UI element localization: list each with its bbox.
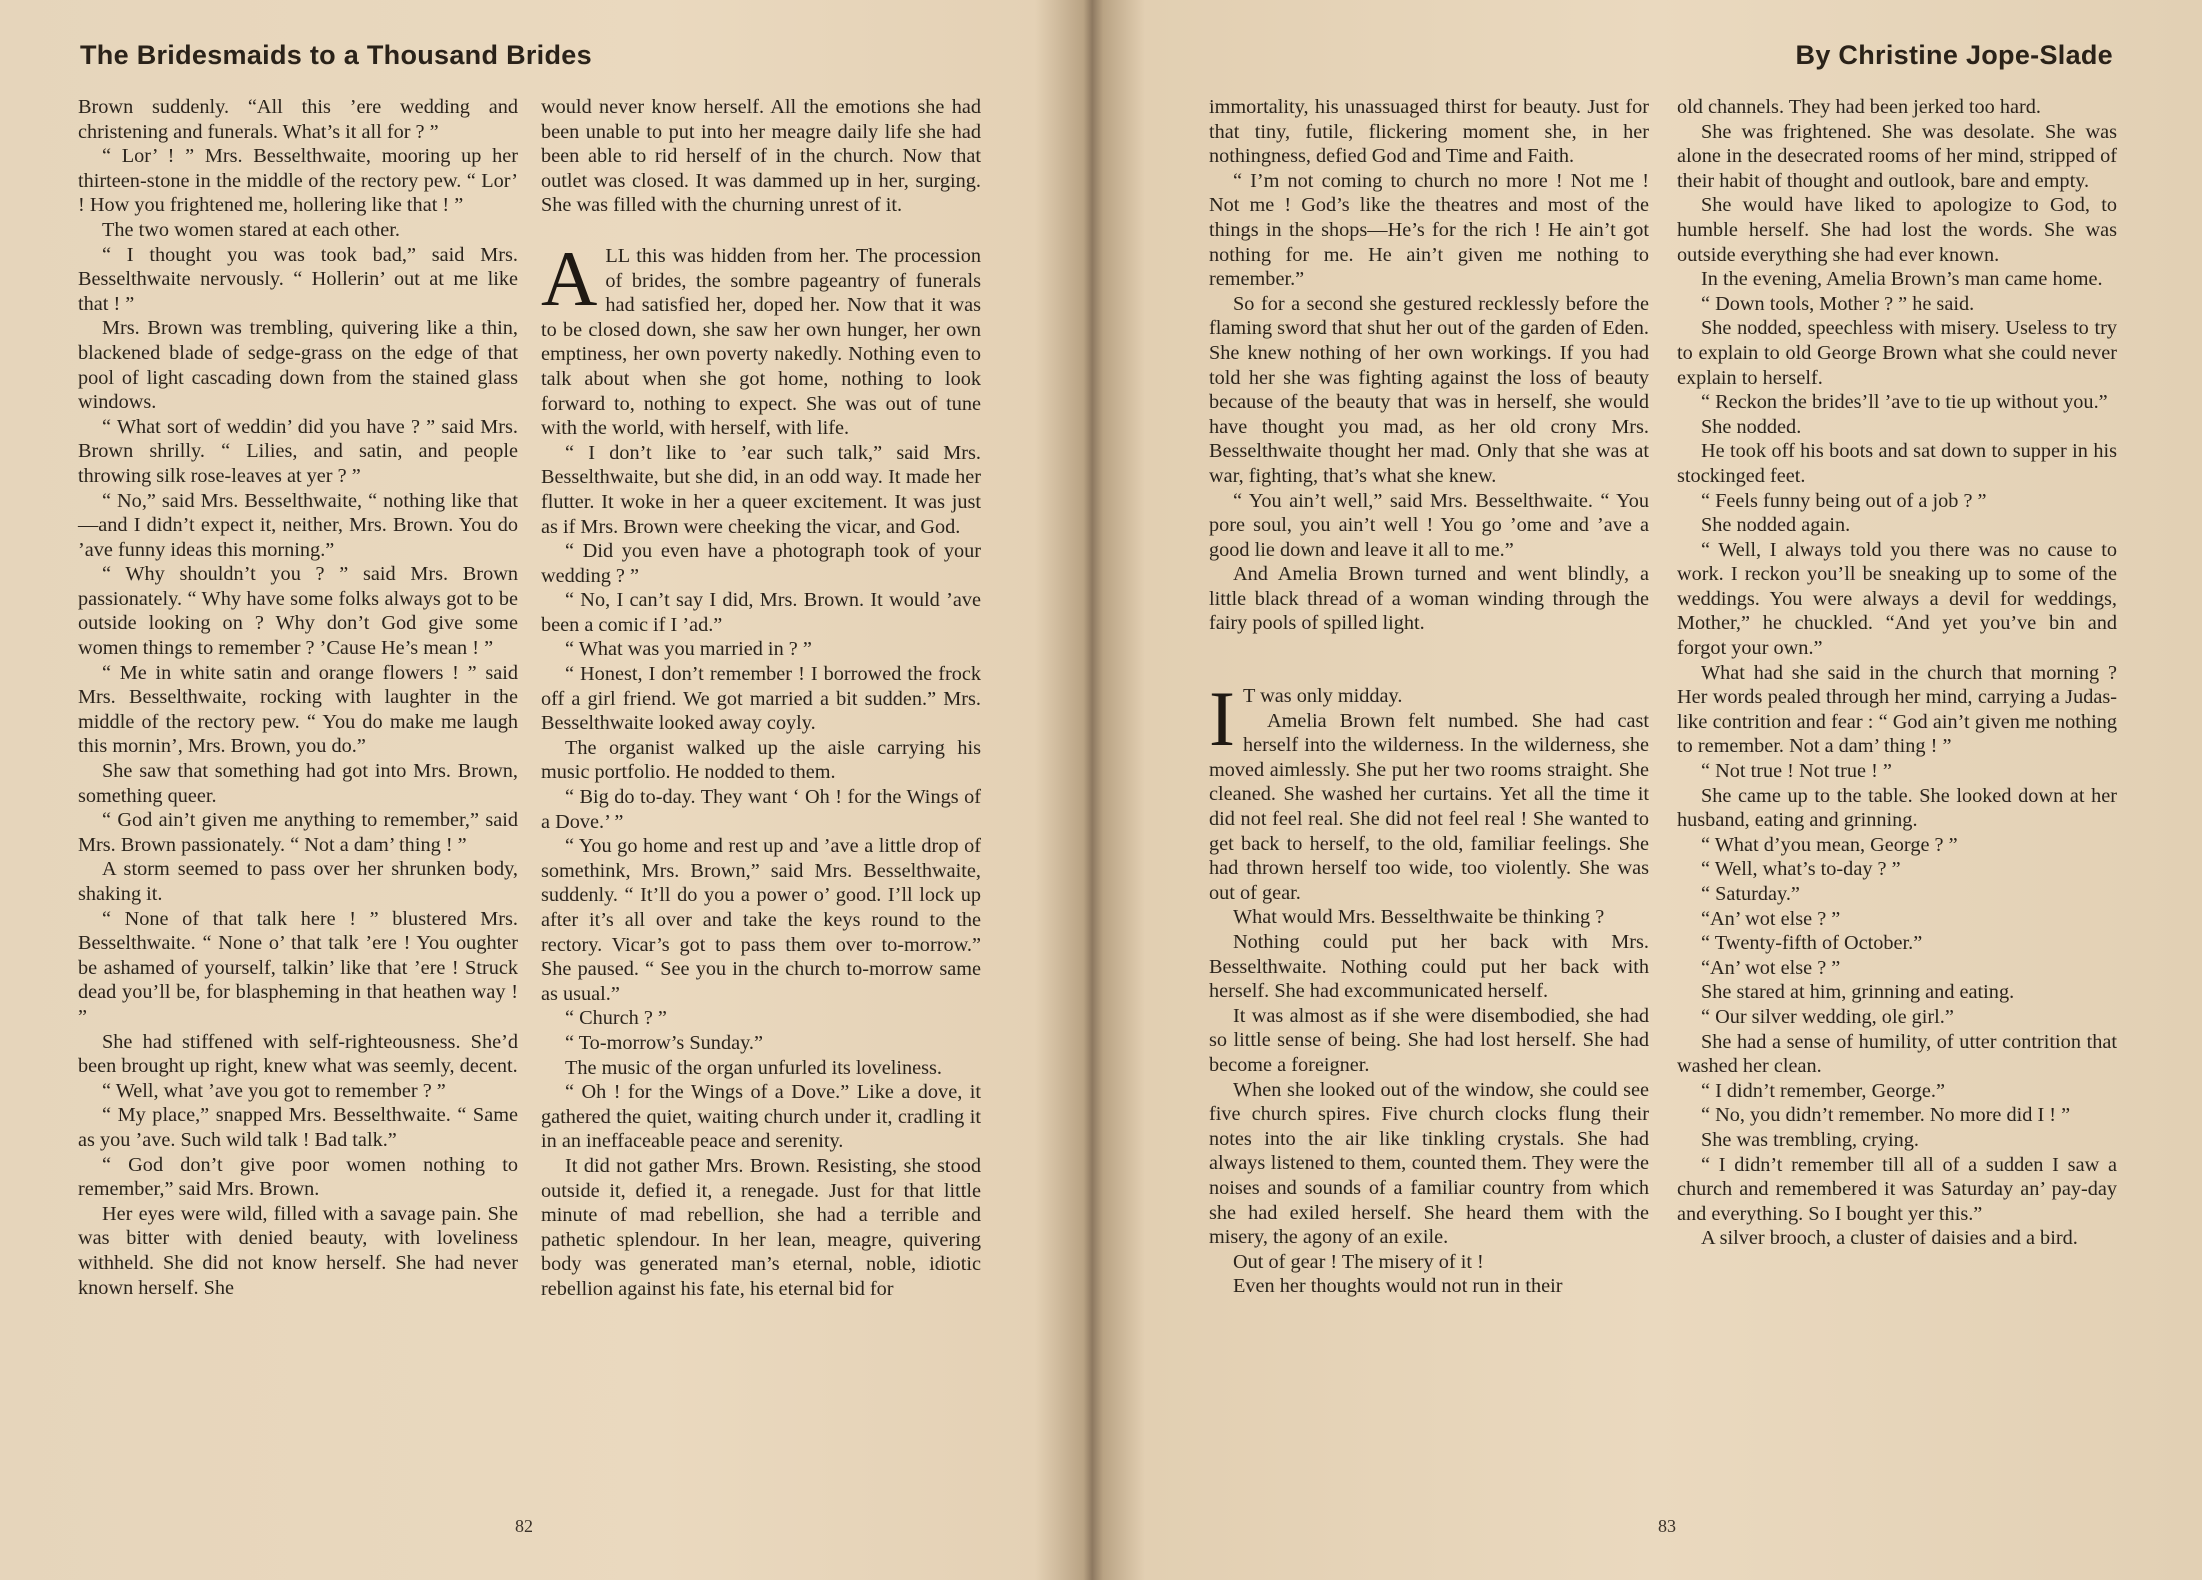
- paragraph: The organist walked up the aisle carrying his music portfolio. He nodded to them.: [541, 736, 981, 784]
- paragraph: “ No, you didn’t remember. No more did I ! ”: [1701, 1104, 2071, 1127]
- paragraph: It was almost as if she were disembodied, she had so little sense of being. She had lost herself. She had become a foreigner.: [1209, 1004, 1649, 1076]
- paragraph: “ Saturday.”: [1701, 883, 1800, 905]
- paragraph: What would Mrs. Besselthwaite be thinking ?: [1233, 906, 1605, 929]
- paragraph: “ Me in white satin and orange flowers ! ” said Mrs. Besselthwaite, rocking with laughter in the middle of the rectory pew. “ You do make me laugh this mornin’, Mrs. Brown, you do.”: [78, 661, 518, 758]
- paragraph: She stared at him, grinning and eating.: [1701, 981, 2015, 1004]
- paragraph: Out of gear ! The misery of it !: [1233, 1250, 1484, 1273]
- paragraph: She was trembling, crying.: [1701, 1128, 1919, 1151]
- paragraph: She nodded.: [1701, 415, 1802, 438]
- paragraph: He took off his boots and sat down to supper in his stockinged feet.: [1677, 440, 2117, 487]
- paragraph: “ Reckon the brides’ll ’ave to tie up without you.”: [1701, 391, 2108, 414]
- paragraph: What had she said in the church that morning ? Her words pealed through her mind, carrying a Judas-like contrition and fear : “ God ain’t given me nothing to remember. Not a dam’ thing ! ”: [1677, 661, 2117, 758]
- paragraph: “ What sort of weddin’ did you have ? ” said Mrs. Brown shrilly. “ Lilies, and satin, and people throwing silk rose-leaves at yer ? ”: [78, 415, 518, 487]
- paragraph: Brown suddenly. “All this ’ere wedding and christening and funerals. What’s it all for ? ”: [78, 96, 518, 143]
- paragraph: “ Big do to-day. They want ‘ Oh ! for the Wings of a Dove.’ ”: [541, 786, 981, 833]
- paragraph: She would have liked to apologize to God, to humble herself. She had lost the words. She was outside everything she had ever known.: [1677, 194, 2117, 266]
- paragraph: And Amelia Brown turned and went blindly, a little black thread of a woman winding through the fairy pools of spilled light.: [1209, 563, 1649, 635]
- paragraph: “ Well, I always told you there was no cause to work. I reckon you’ll be sneaking up to some of the weddings. You were always a devil for weddings, Mother,” he chuckled. “And yet you’ve bin and forgot your own.”: [1677, 538, 2117, 660]
- paragraph: “ You go home and rest up and ’ave a little drop of somethink, Mrs. Brown,” said Mrs. Besselthwaite, suddenly. “ It’ll do you a power o’ good. I’ll lock up after it’s all over and take the keys round to the rectory. Vicar’s got to pass them over to-morrow.” She paused. “ See you in the church to-morrow same as usual.”: [541, 835, 981, 1005]
- paragraph: old channels. They had been jerked too hard.: [1677, 96, 2042, 118]
- paragraph: “ To-morrow’s Sunday.”: [565, 1031, 763, 1054]
- paragraph: “ I didn’t remember, George.”: [1701, 1079, 1945, 1102]
- left-column-2: [541, 95, 981, 1302]
- paragraph: Mrs. Brown was trembling, quivering like a thin, blackened blade of sedge-grass on the edge of that pool of light cascading down from the stained glass windows.: [78, 317, 518, 414]
- paragraph: “ God ain’t given me anything to remember,” said Mrs. Brown passionately. “ Not a dam’ thing ! ”: [78, 809, 518, 856]
- paragraph: “ Oh ! for the Wings of a Dove.” Like a dove, it gathered the quiet, waiting church under it, cradling it in an ineffaceable peace and serenity.: [541, 1081, 981, 1153]
- page-number: 83: [1658, 1516, 1676, 1536]
- running-head-author: By Christine Jope-Slade: [1795, 40, 2113, 70]
- paragraph: “ No, I can’t say I did, Mrs. Brown. It would ’ave been a comic if I ’ad.”: [541, 589, 981, 636]
- paragraph: “ You ain’t well,” said Mrs. Besselthwaite. “ You pore soul, you ain’t well ! You go ’ome and ’ave a good lie down and leave it all to me.”: [1209, 489, 1649, 561]
- paragraph: A storm seemed to pass over her shrunken body, shaking it.: [78, 858, 518, 905]
- paragraph: “ Feels funny being out of a job ? ”: [1701, 489, 1987, 512]
- drop-cap: A: [541, 234, 598, 322]
- paragraph: “ Not true ! Not true ! ”: [1701, 760, 1892, 783]
- paragraph: It did not gather Mrs. Brown. Resisting, she stood outside it, defied it, a renegade. Just for that little minute of mad rebellion, she had a terrible and pathetic splendour. In her lean, meagre, quivering body was generated man’s eternal, noble, idiotic rebellion against his fate, his eternal bid for: [541, 1154, 981, 1300]
- drop-cap: I: [1209, 675, 1235, 763]
- paragraph: “ My place,” snapped Mrs. Besselthwaite. “ Same as you ’ave. Such wild talk ! Bad talk.”: [78, 1104, 518, 1151]
- paragraph: So for a second she gestured recklessly before the flaming sword that shut her out of the garden of Eden. She knew nothing of her own workings. If you had told her she was fighting against the loss of beauty because of the beauty that was in herself, she would have thought you mad, as her old crony Mrs. Besselthwaite thought her mad. Only that she was at war, fighting, that’s what she knew.: [1209, 292, 1649, 487]
- paragraph: immortality, his unassuaged thirst for beauty. Just for that tiny, futile, flickering moment she, in her nothingness, defied God and Time and Faith.: [1209, 96, 1649, 168]
- paragraph: Amelia Brown felt numbed. She had cast herself into the wilderness. In the wilderness, she moved aimlessly. She put her two rooms straight. She cleaned. She washed her curtains. Yet all the time it did not feel real. She did not feel real ! She wanted to get back to herself, to the old, familiar feelings. She had thrown herself too wide, too violently. She was out of gear.: [1209, 709, 1649, 904]
- paragraph: “ What was you married in ? ”: [565, 638, 812, 661]
- paragraph: The two women stared at each other.: [102, 218, 400, 241]
- paragraph: Nothing could put her back with Mrs. Besselthwaite. Nothing could put her back with herself. She had excommunicated herself.: [1209, 931, 1649, 1003]
- paragraph: She nodded again.: [1701, 514, 1851, 537]
- paragraph: She had stiffened with self-righteousness. She’d been brought up right, knew what was seemly, decent.: [78, 1030, 518, 1078]
- paragraph: A silver brooch, a cluster of daisies and a bird.: [1701, 1227, 2078, 1250]
- paragraph: “An’ wot else ? ”: [1701, 956, 1841, 979]
- paragraph: “ I don’t like to ’ear such talk,” said Mrs. Besselthwaite, but she did, in an odd way. It made her flutter. It woke in her a queer excitement. It was just as if Mrs. Brown were cheeking the vicar, and God.: [541, 441, 981, 538]
- section-break: [541, 218, 981, 244]
- page-number: 82: [515, 1516, 533, 1536]
- paragraph-text: LL this was hidden from her. The procession of brides, the sombre pageantry of funerals had satisfied her, doped her. Now that it was to be closed down, she saw her own hunger, her own emptiness, her own poverty nakedly. Nothing even to talk about when she got home, nothing to look forward to, nothing to expect. She was out of tune with the world, with herself, with life.: [541, 244, 981, 440]
- right-page: [1117, 0, 2202, 1580]
- paragraph: “ Why shouldn’t you ? ” said Mrs. Brown passionately. “ Why have some folks always got to be outside looking on ? Why don’t God give some women things to remember ? ’Cause He’s mean ! ”: [78, 563, 518, 660]
- paragraph: When she looked out of the window, she could see five church spires. Five church clocks flung their notes into the air like tinkling crystals. She had always listened to them, counted them. They were the noises and sounds of a familiar country from which she had exiled herself. She heard them with the misery, the agony of an exile.: [1209, 1078, 1649, 1249]
- paragraph: She came up to the table. She looked down at her husband, eating and grinning.: [1677, 784, 2117, 832]
- paragraph: The music of the organ unfurled its loveliness.: [565, 1056, 943, 1079]
- paragraph: In the evening, Amelia Brown’s man came home.: [1701, 268, 2103, 291]
- paragraph: Her eyes were wild, filled with a savage pain. She was bitter with denied beauty, with loveliness withheld. She did not know herself. She had never known herself. She: [78, 1202, 518, 1299]
- paragraph: “ I didn’t remember till all of a sudden I saw a church and remembered it was Saturday an’ pay-day and everything. So I bought yer this.”: [1677, 1153, 2117, 1225]
- section-opening-paragraph: [541, 234, 981, 441]
- paragraph: “ Church ? ”: [565, 1007, 667, 1030]
- paragraph: “ Well, what ’ave you got to remember ? ”: [102, 1079, 446, 1102]
- paragraph: “ Well, what’s to-day ? ”: [1701, 858, 1901, 881]
- section-opening-paragraph: [1209, 675, 1649, 763]
- left-column-1: [78, 95, 518, 1300]
- right-column-2: [1677, 95, 2117, 1251]
- paragraph: She saw that something had got into Mrs. Brown, something queer.: [78, 760, 518, 807]
- left-page: [0, 0, 1085, 1580]
- paragraph: Even her thoughts would not run in their: [1233, 1275, 1563, 1298]
- paragraph: “ Our silver wedding, ole girl.”: [1701, 1005, 1954, 1028]
- paragraph: “ What d’you mean, George ? ”: [1701, 833, 1958, 856]
- paragraph: “ I thought you was took bad,” said Mrs. Besselthwaite nervously. “ Hollerin’ out at me like that ! ”: [78, 243, 518, 315]
- right-column-1: [1209, 95, 1649, 1299]
- paragraph: “ None of that talk here ! ” blustered Mrs. Besselthwaite. “ None o’ that talk ’ere ! You oughter be ashamed of yourself, talkin’ like that ’ere ! Struck dead you’ll be, for blaspheming in that heathen way ! ”: [78, 907, 518, 1028]
- running-head-title: The Bridesmaids to a Thousand Brides: [80, 40, 592, 70]
- paragraph: “ Did you even have a photograph took of your wedding ? ”: [541, 540, 981, 587]
- paragraph: She had a sense of humility, of utter contrition that washed her clean.: [1677, 1030, 2117, 1078]
- paragraph: “ Honest, I don’t remember ! I borrowed the frock off a girl friend. We got married a bit sudden.” Mrs. Besselthwaite looked away coyly.: [541, 663, 981, 735]
- paragraph-text: T was only midday.: [1242, 685, 1403, 708]
- paragraph: “An’ wot else ? ”: [1701, 907, 1841, 930]
- section-break: [1209, 636, 1649, 684]
- paragraph: “ God don’t give poor women nothing to remember,” said Mrs. Brown.: [78, 1153, 518, 1201]
- paragraph: “ Twenty-fifth of October.”: [1701, 932, 1923, 955]
- paragraph: would never know herself. All the emotions she had been unable to put into her meagre daily life she had been able to rid herself of in the church. Now that outlet was closed. It was dammed up in her, surging. She was filled with the churning unrest of it.: [541, 96, 981, 217]
- paragraph: “ I’m not coming to church no more ! Not me ! Not me ! God’s like the theatres and most of the things in the shops—He’s for the rich ! He ain’t got nothing for me. He ain’t given me nothing to remember.”: [1209, 169, 1649, 291]
- paragraph: She nodded, speechless with misery. Useless to try to explain to old George Brown what she could never explain to herself.: [1677, 317, 2117, 389]
- paragraph: She was frightened. She was desolate. She was alone in the desecrated rooms of her mind, stripped of their habit of thought and outlook, bare and empty.: [1677, 120, 2117, 192]
- paragraph: “ No,” said Mrs. Besselthwaite, “ nothing like that—and I didn’t expect it, neither, Mrs. Brown. You do ’ave funny ideas this morning.”: [78, 489, 518, 561]
- paragraph: “ Down tools, Mother ? ” he said.: [1701, 292, 1975, 315]
- paragraph: “ Lor’ ! ” Mrs. Besselthwaite, mooring up her thirteen-stone in the middle of the rectory pew. “ Lor’ ! How you frightened me, hollering like that ! ”: [78, 145, 518, 217]
